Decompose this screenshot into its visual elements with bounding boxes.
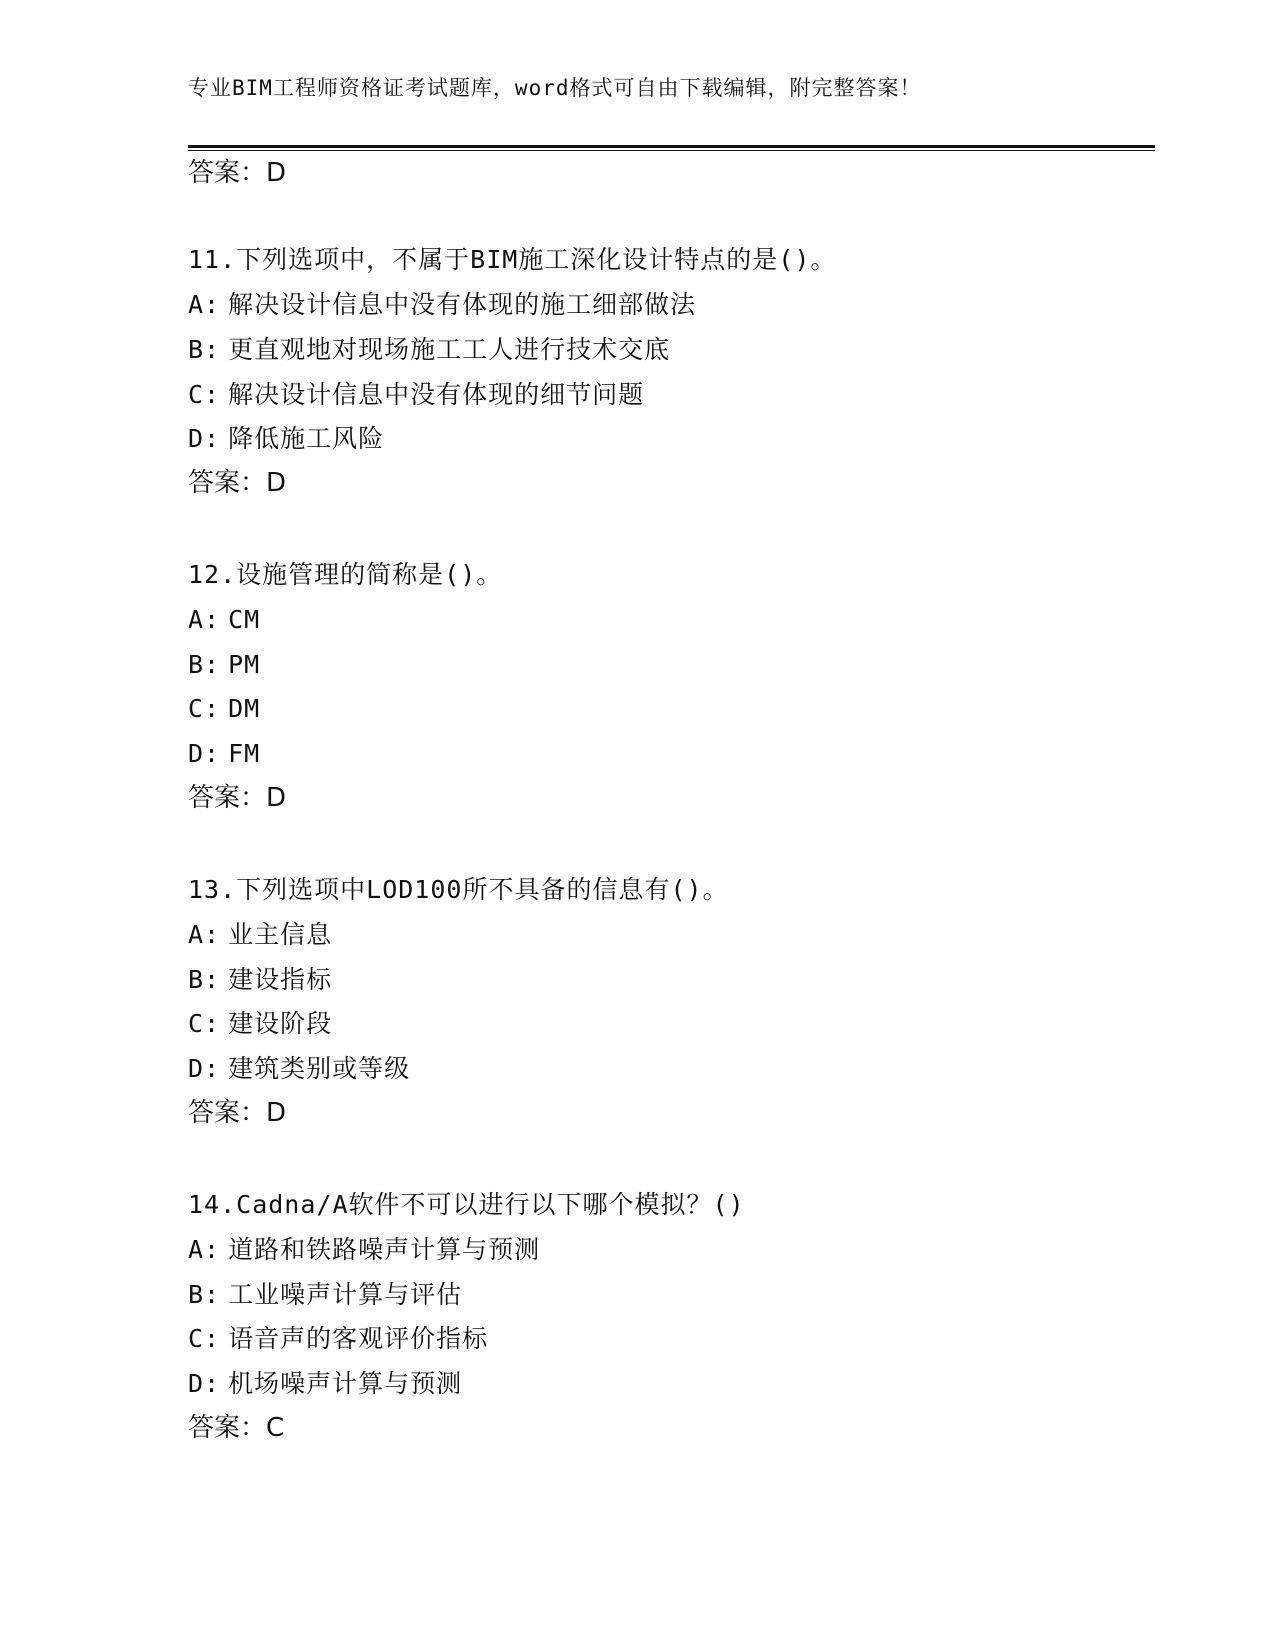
option-text: 降低施工风险 [228,424,385,453]
option-b [188,1280,462,1310]
option-text: 解决设计信息中没有体现的施工细部做法 [228,290,697,319]
option-letter: A: [188,1235,221,1264]
header-rule-thick [188,145,1155,148]
option-letter: C: [188,1324,221,1353]
answer-line: 答案：D [188,783,287,813]
option-text: 机场噪声计算与预测 [228,1369,463,1398]
option-text: 语音声的客观评价指标 [228,1324,489,1353]
question-stem: 12.设施管理的简称是()。 [188,560,503,589]
option-a [188,1235,540,1265]
option-letter: B: [188,1280,221,1309]
option-d [188,424,384,454]
option-letter: D: [188,1054,221,1083]
option-letter: B: [188,965,221,994]
option-text: 工业噪声计算与评估 [228,1280,463,1309]
option-letter: A: [188,290,221,319]
option-letter: B: [188,650,221,679]
option-text: 建设阶段 [228,1009,333,1038]
option-c [188,1009,332,1039]
previous-answer: 答案：D [188,158,287,188]
option-letter: C: [188,380,221,409]
option-letter: C: [188,694,221,723]
option-letter: A: [188,920,221,949]
answer-line: 答案：D [188,468,287,498]
option-letter: B: [188,335,221,364]
option-letter: D: [188,1369,221,1398]
option-text: 道路和铁路噪声计算与预测 [228,1235,541,1264]
question-stem: 11.下列选项中，不属于BIM施工深化设计特点的是()。 [188,245,837,274]
option-text: FM [228,739,261,768]
option-letter: C: [188,1009,221,1038]
question-stem: 14.Cadna/A软件不可以进行以下哪个模拟？() [188,1190,745,1219]
option-text: 建设指标 [228,965,333,994]
option-text: CM [228,605,261,634]
page-header: 专业BIM工程师资格证考试题库，word格式可自由下载编辑，附完整答案！ [188,76,922,100]
option-text: 建筑类别或等级 [228,1054,411,1083]
option-b [188,650,260,680]
option-b [188,965,332,995]
option-a [188,605,260,635]
option-d [188,1054,410,1084]
option-a [188,290,696,320]
option-d [188,1369,462,1399]
answer-line: 答案：D [188,1098,287,1128]
option-d [188,739,260,769]
option-text: 更直观地对现场施工工人进行技术交底 [228,335,671,364]
option-letter: D: [188,424,221,453]
option-text: 业主信息 [228,920,333,949]
answer-line: 答案：C [188,1413,285,1443]
option-c [188,1324,488,1354]
option-text: DM [228,694,261,723]
option-text: 解决设计信息中没有体现的细节问题 [228,380,645,409]
option-text: PM [228,650,261,679]
option-letter: A: [188,605,221,634]
option-letter: D: [188,739,221,768]
question-stem: 13.下列选项中LOD100所不具备的信息有()。 [188,875,729,904]
header-rule-thin [188,150,1155,151]
option-c [188,694,260,724]
option-c [188,380,644,410]
option-a [188,920,332,950]
option-b [188,335,670,365]
